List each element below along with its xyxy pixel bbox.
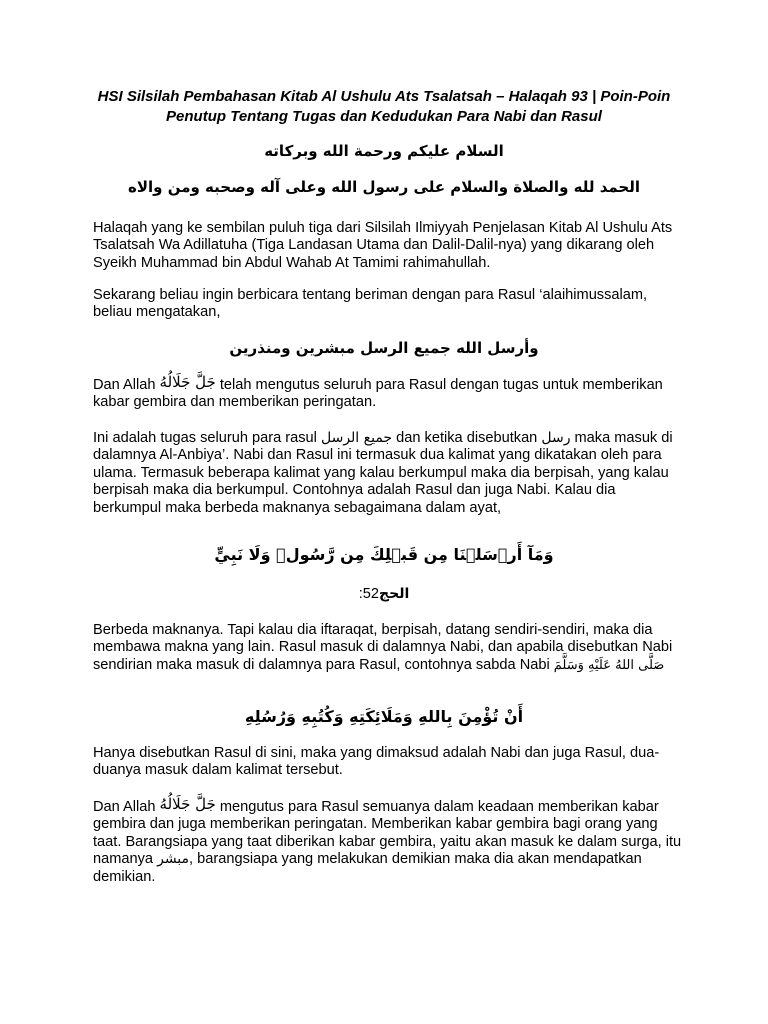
arabic-quote: وأرسل الله جميع الرسل مبشرين ومنذرين	[229, 339, 539, 357]
paragraph-text: dan ketika disebutkan	[392, 430, 542, 446]
paragraph-allah-mengutus	[93, 375, 683, 412]
document-title: HSI Silsilah Pembahasan Kitab Al Ushulu Ats Tsalatsah – Halaqah 93 | Poin-Poin Penutup Tentang Tugas dan Kedudukan Para Nabi dan Rasul	[97, 88, 671, 125]
hamdalah-line: الحمد لله والصلاة والسلام على رسول الله وعلى آله وصحبه ومن والاه	[128, 178, 640, 196]
paragraph-hanya-rasul: Hanya disebutkan Rasul di sini, maka yang dimaksud adalah Nabi dan juga Rasul, dua-duanya masuk dalam kalimat tersebut.	[93, 745, 660, 779]
jalla-jalaluhu-calligraphy: جَلَّ جَلَالُهُ	[159, 373, 216, 391]
quran-ayah: وَمَآ أَرۡسَلۡنَا مِن قَبۡلِكَ مِن رَّسُولٖ وَلَا نَبِيٍّ	[214, 545, 554, 564]
arabic-inline-term: رسل	[541, 430, 571, 446]
ayah-reference	[94, 585, 674, 603]
paragraph-intro: Halaqah yang ke sembilan puluh tiga dari Silsilah Ilmiyyah Penjelasan Kitab Al Ushulu Ats Tsalatsah Wa Adillatuha (Tiga Landasan Utama dan Dalil-Dalil-nya) yang dikarang oleh Syeikh Muhammad bin Abdul Wahab At Tamimi rahimahullah.	[93, 220, 673, 271]
salam-greeting: السلام عليكم ورحمة الله وبركاته	[264, 142, 504, 160]
hadith-text: أَنْ تُؤْمِنَ بِاللهِ وَمَلَائِكَتِهِ وَكُتُبِهِ وَرُسُلِهِ	[244, 707, 524, 726]
paragraph-text: Berbeda maknanya. Tapi kalau dia iftaraqat, berpisah, datang sendiri-sendiri, maka dia membawa makna yang lain. Rasul masuk di dalamnya Nabi, dan apabila disebutkan Nabi sendirian maka masuk di dalamnya para Rasul, contohnya sabda Nabi	[93, 622, 673, 673]
paragraph-kabar-gembira	[93, 797, 683, 886]
arabic-inline-term: جميع الرسل	[320, 430, 393, 446]
paragraph-text: Dan Allah	[93, 377, 156, 393]
paragraph-text: mengutus para Rasul semuanya dalam keadaan memberikan kabar gembira dan juga memberikan peringatan. Memberikan kabar gembira bagi orang yang taat. Barangsiapa yang taat diberikan kabar gembira, yaitu akan masuk ke dalam surga, itu namanya	[93, 799, 682, 868]
paragraph-text: maka masuk di dalamnya Al-Anbiya’. Nabi dan Rasul ini termasuk dua kalimat yang dikatakan oleh para ulama. Termasuk beberapa kalimat yang kalau berkumpul maka dia berpisah, yang kalau berpisah maka dia berkumpul. Contohnya adalah Rasul dan juga Nabi. Kalau dia berkumpul maka berbeda maknanya sebagaimana dalam ayat,	[93, 430, 673, 516]
paragraph-text: Ini adalah tugas seluruh para rasul	[93, 430, 321, 446]
surah-name: الحج	[379, 586, 410, 602]
paragraph-text: telah mengutus seluruh para Rasul dengan tugas untuk memberikan kabar gembira dan memberikan peringatan.	[93, 377, 663, 411]
paragraph-tugas-rasul	[93, 430, 683, 517]
paragraph-text: , barangsiapa yang melakukan demikian maka dia akan mendapatkan demikian.	[93, 851, 642, 885]
shallallahu-alaihi-wasallam-calligraphy: صَلَّى اللهُ عَلَيْهِ وَسَلَّمَ	[553, 657, 665, 673]
paragraph-text: Dan Allah	[93, 799, 156, 815]
jalla-jalaluhu-calligraphy: جَلَّ جَلَالُهُ	[159, 795, 216, 813]
paragraph-berbeda-makna	[93, 622, 683, 674]
ayah-number: :52	[358, 586, 380, 602]
paragraph-beriman: Sekarang beliau ingin berbicara tentang beriman dengan para Rasul ‘alaihimussalam, beliau mengatakan,	[93, 287, 648, 321]
arabic-inline-term: مبشر	[157, 851, 190, 868]
